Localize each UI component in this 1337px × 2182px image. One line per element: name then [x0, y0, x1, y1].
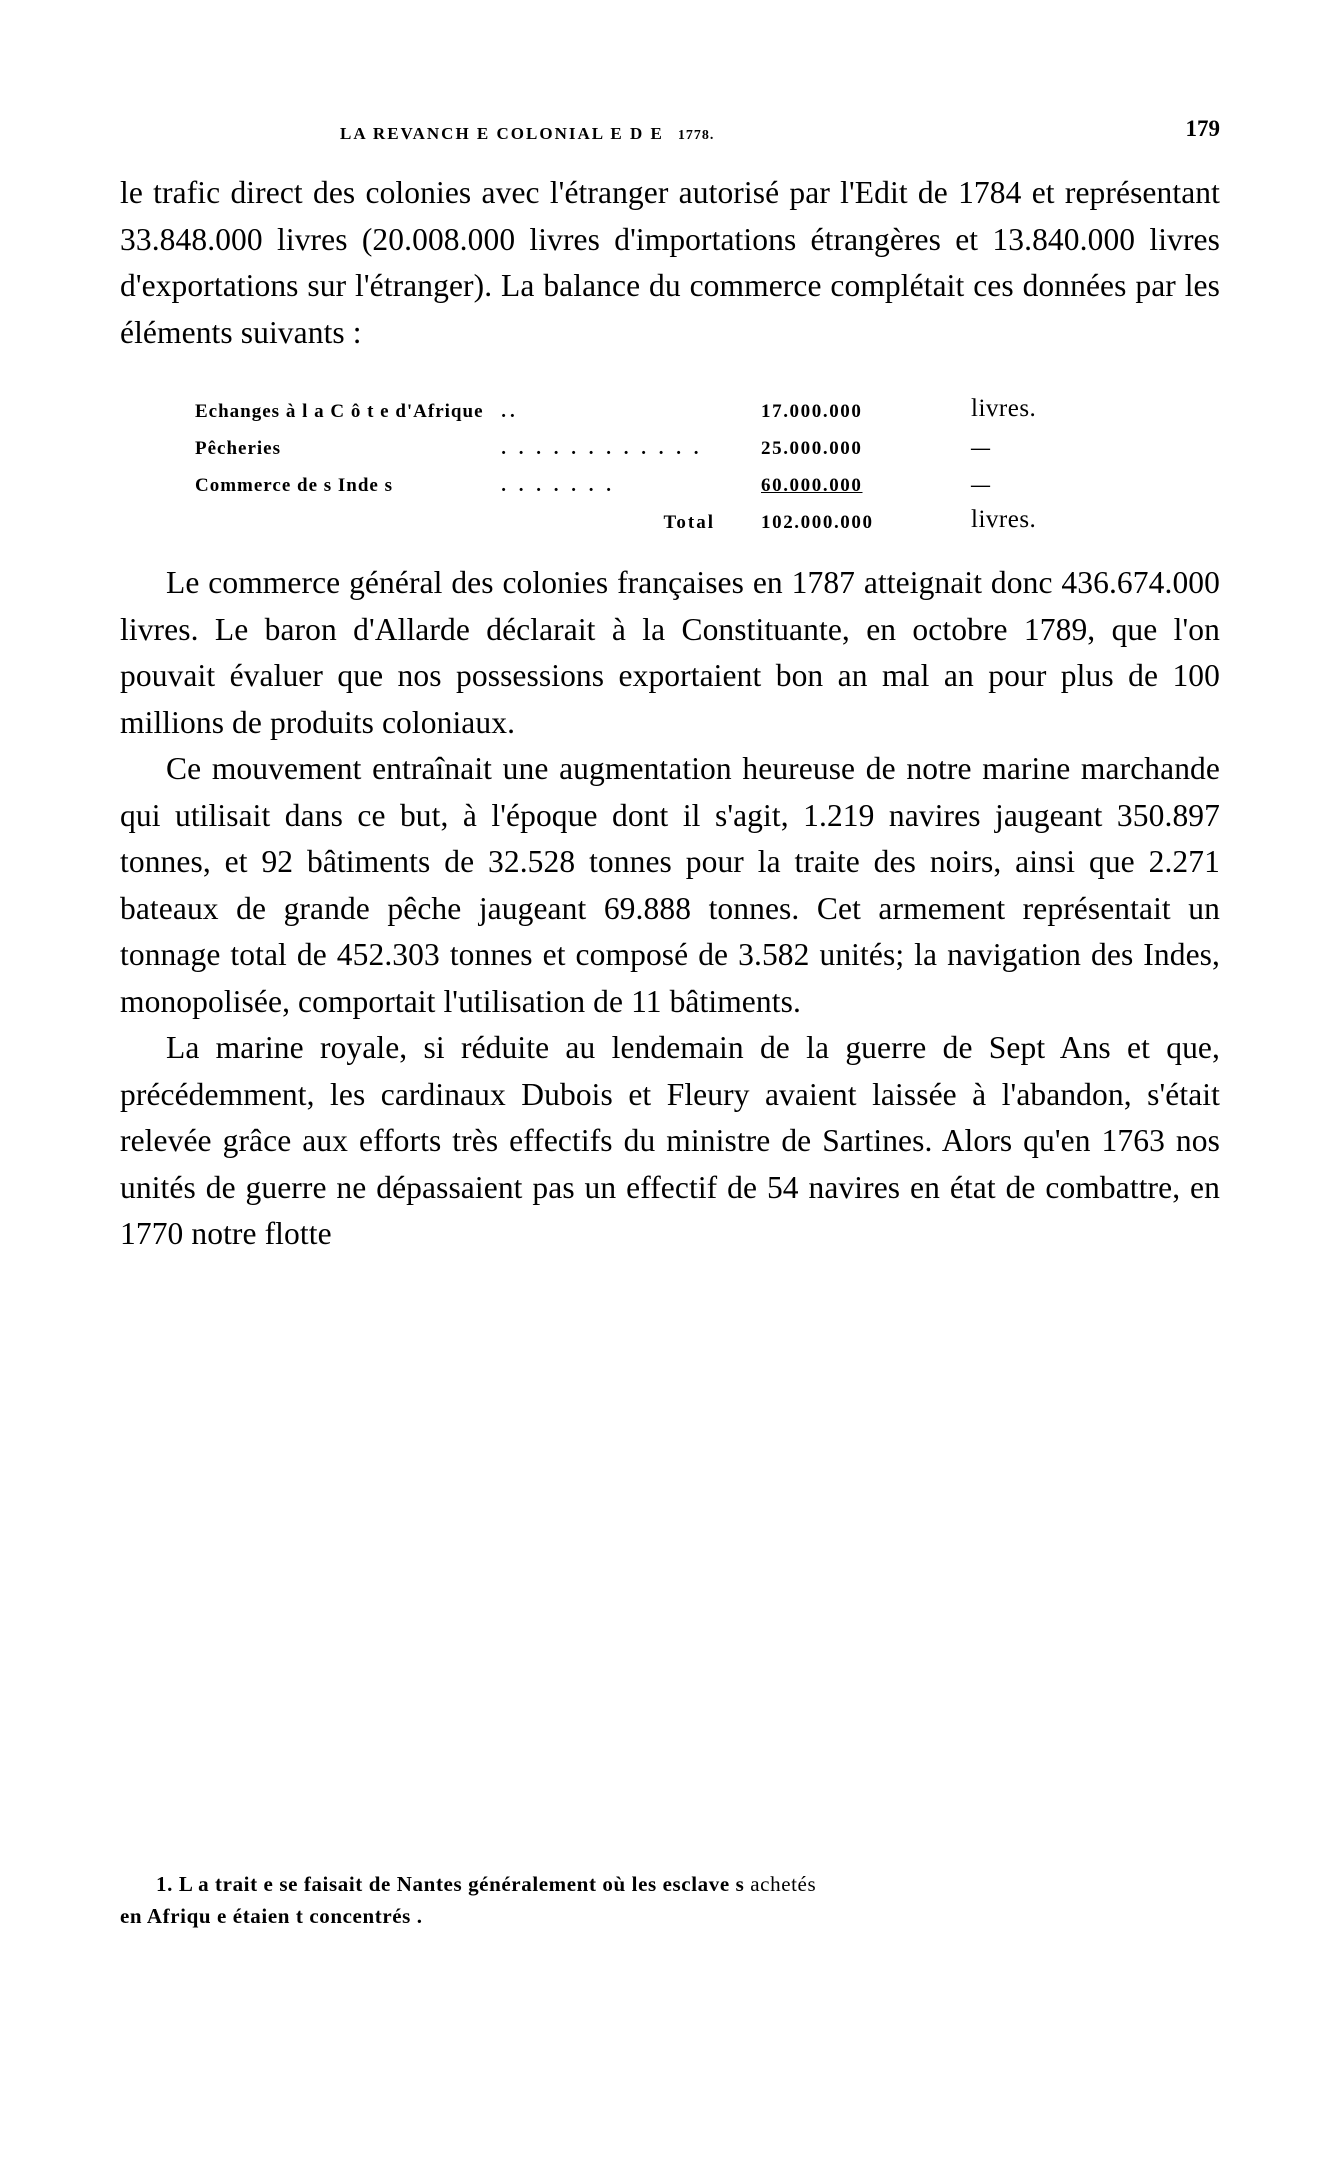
row-label: Commerce de s Inde s: [195, 475, 394, 496]
paragraph-2: Le commerce général des colonies françaises en 1787 atteignait donc 436.674.000 livres. Le baron d'Allarde déclarait à la Constituante, en octobre 1789, que l'on pouvait évaluer que nos possessions exportaient bon an mal an pour plus de 100 millions de produits coloniaux.: [120, 565, 1220, 740]
page-content: [120, 110, 1220, 1258]
row-value: 60.000.000: [761, 475, 863, 496]
total-label: Total: [663, 512, 715, 533]
paragraph-4: La marine royale, si réduite au lendemain de la guerre de Sept Ans et que, précédemment, les cardinaux Dubois et Fleury avaient laissée à l'abandon, s'était relevée grâce aux efforts très effectifs du ministre de Sartines. Alors qu'en 1763 nos unités de guerre ne dépassaient pas un effectif de 54 navires en état de combattre, en 1770 notre flotte: [120, 1030, 1220, 1251]
footnote-marker: 1.: [156, 1872, 173, 1896]
row-label: Echanges à l a C ô t e d'Afrique: [195, 401, 484, 422]
row-unit: livres.: [971, 395, 1037, 422]
table-row: [195, 423, 1036, 460]
figures-table-block: [120, 386, 1220, 534]
row-dash: —: [971, 438, 990, 459]
footnote-bold-text: L a trait e se faisait de Nantes généralement où les esclave s: [178, 1872, 745, 1896]
row-dots: . . . . . . .: [501, 475, 616, 496]
table-row: [195, 460, 1036, 497]
footnote-line-2: en Afriqu e étaien t concentrés .: [120, 1904, 423, 1928]
table-row: [195, 386, 1036, 423]
running-head: [120, 110, 1220, 156]
row-dots: . . . . . . . . . . . .: [501, 438, 703, 459]
paragraph-3: Ce mouvement entraînait une augmentation heureuse de notre marine marchande qui utilisait dans ce but, à l'époque dont il s'agit, 1.219 navires jaugeant 350.897 tonnes, et 92 bâtiments de 32.528 tonnes pour la traite des noirs, ainsi que 2.271 bateaux de grande pêche jaugeant 69.888 tonnes. Cet armement représentait un tonnage total de 452.303 tonnes et composé de 3.582 unités; la navigation des Indes, monopolisée, comportait l'utilisation de 11 bâtiments.: [120, 751, 1220, 1019]
paragraph-1: le trafic direct des colonies avec l'étranger autorisé par l'Edit de 1784 et représentant 33.848.000 livres (20.008.000 livres d'importations étrangères et 13.840.000 livres d'exportations sur l'étranger). La balance du commerce complétait ces données par les éléments suivants :: [120, 175, 1220, 350]
row-value: 17.000.000: [761, 401, 863, 422]
running-head-title: [340, 124, 714, 144]
row-dots: ..: [501, 401, 519, 422]
row-value: 25.000.000: [761, 438, 863, 459]
footnote-line-1: [120, 1868, 1180, 1900]
figures-table: [195, 386, 1036, 534]
total-value: 102.000.000: [761, 512, 874, 533]
total-unit: livres.: [971, 506, 1037, 533]
footnote: [120, 1868, 1180, 1932]
running-head-text: LA REVANCH E COLONIAL E D E: [340, 124, 664, 143]
footnote-light-text: achetés: [744, 1872, 817, 1896]
row-dash: —: [971, 475, 990, 496]
table-row-total: [195, 497, 1036, 534]
page-number: 179: [1185, 116, 1220, 141]
running-head-year: 1778.: [677, 128, 715, 143]
row-label: Pêcheries: [195, 438, 282, 459]
